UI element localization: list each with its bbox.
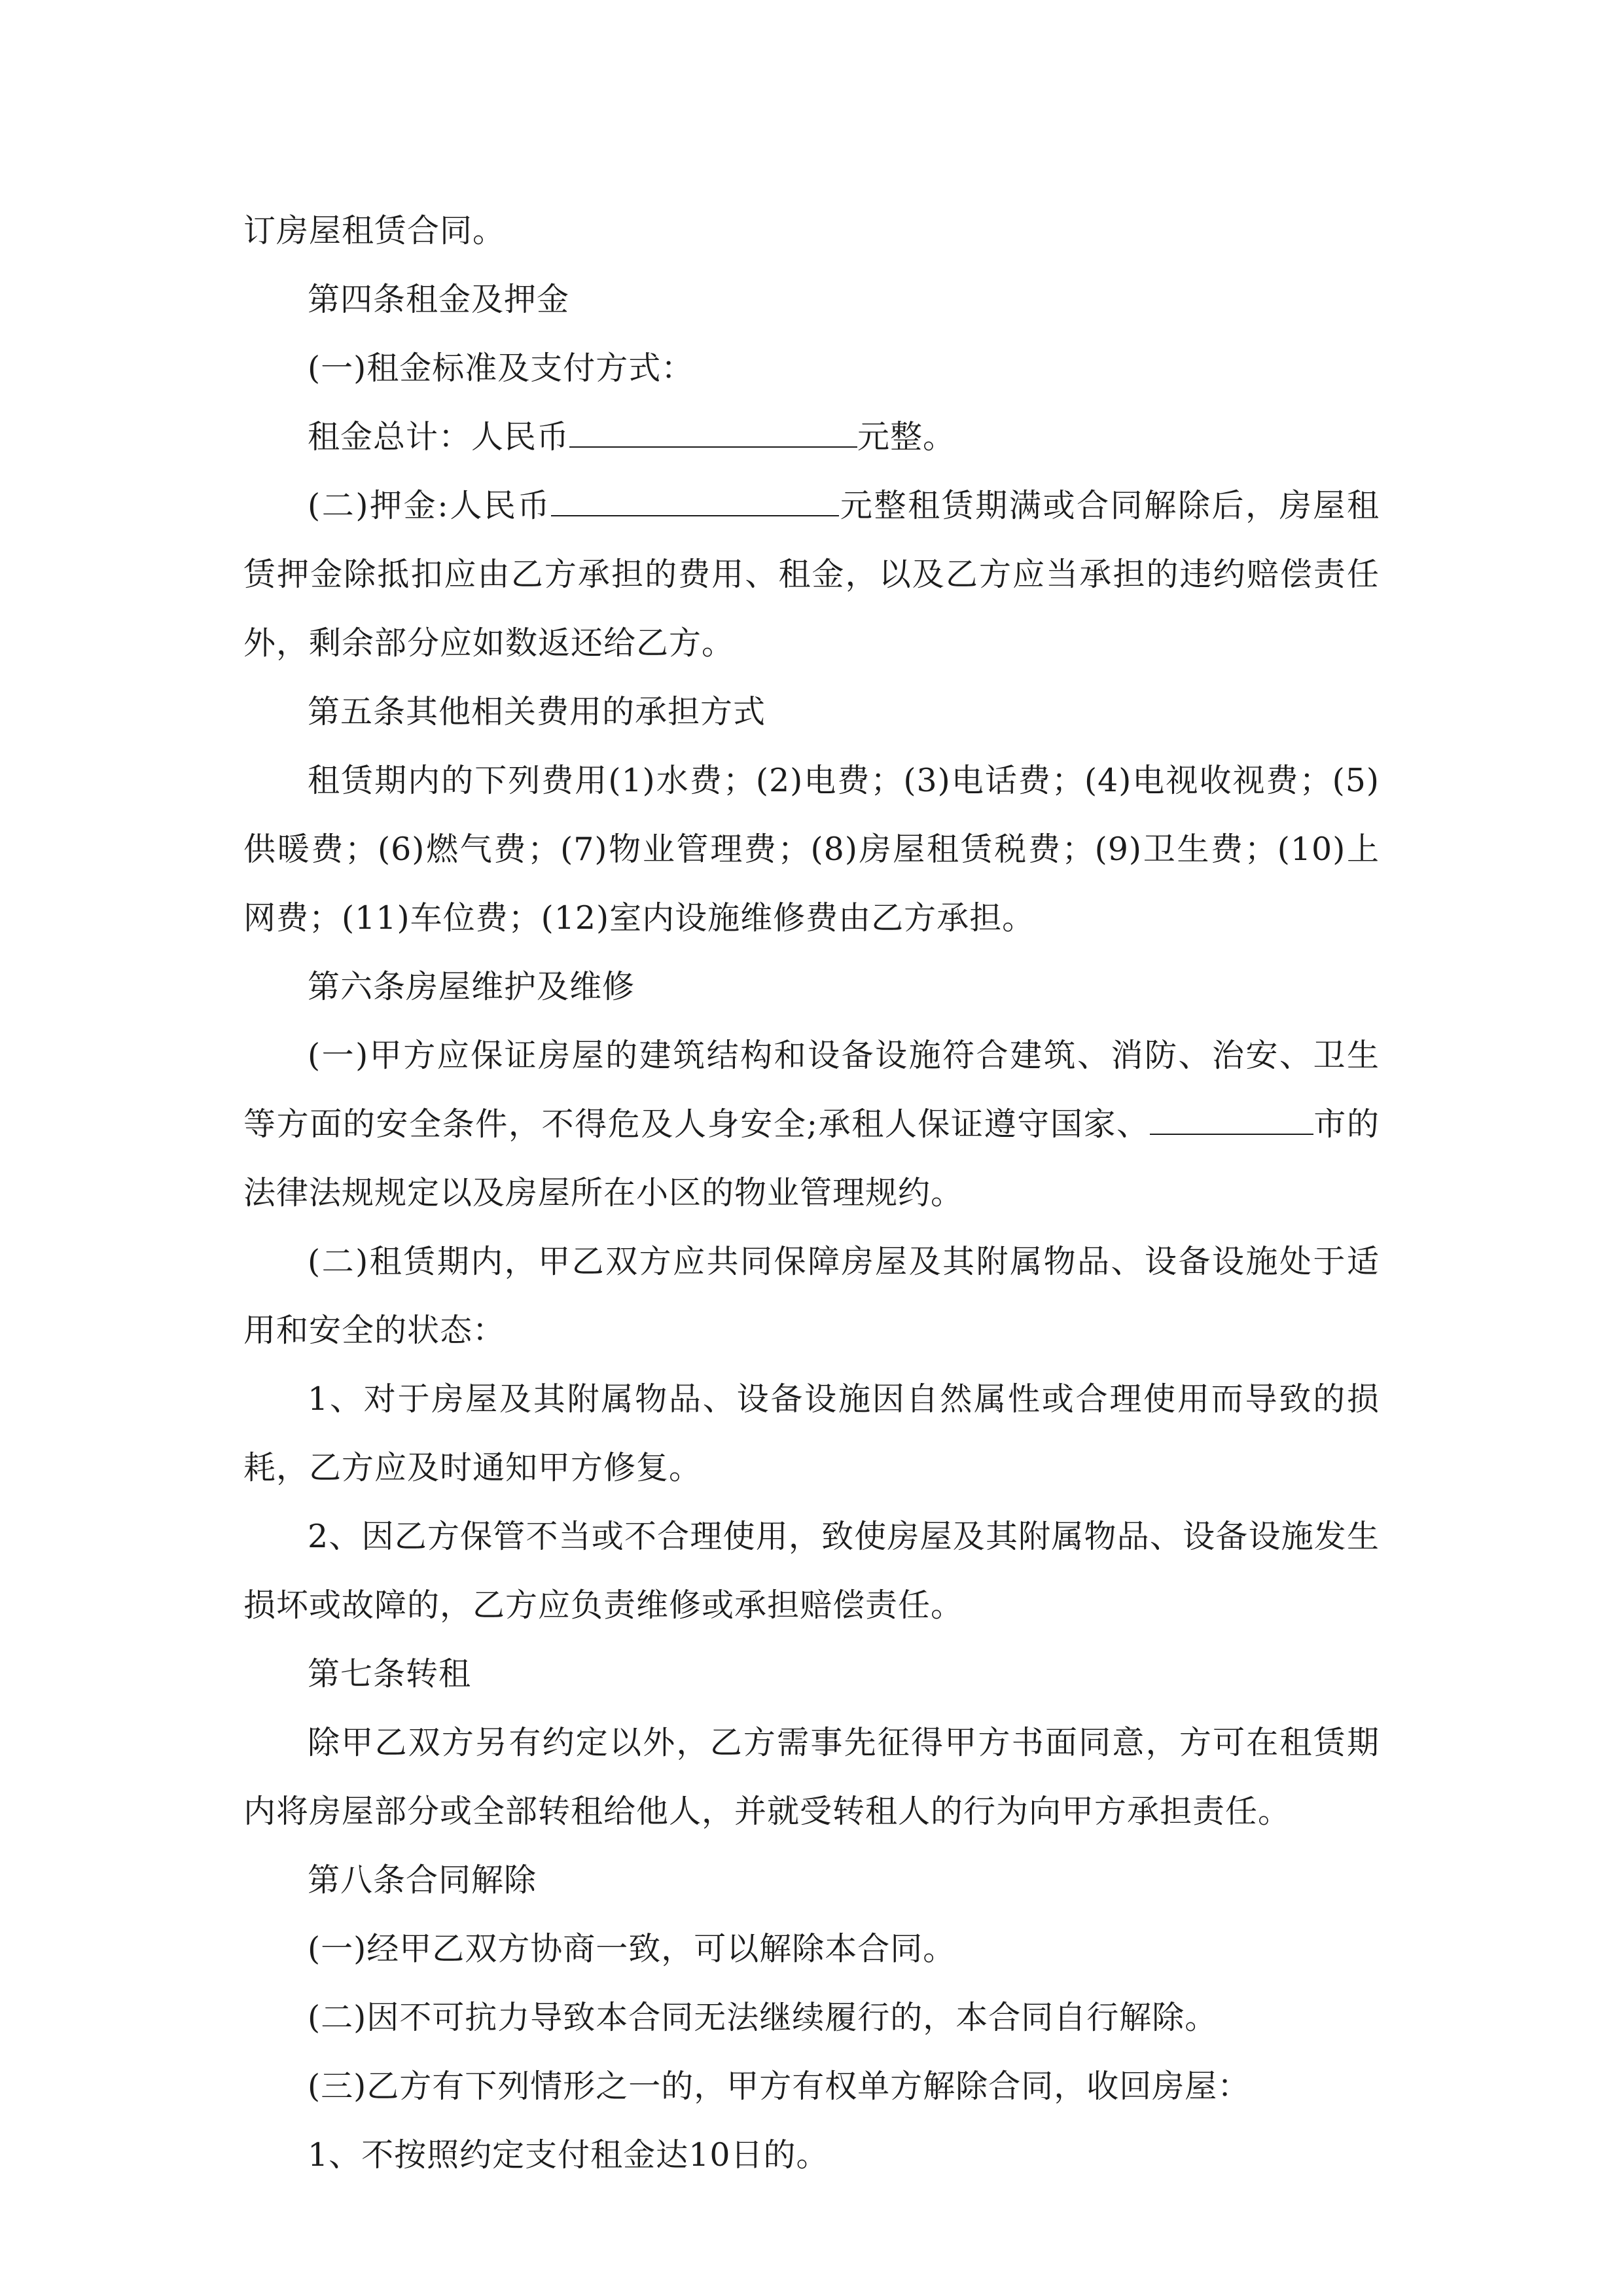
heading-article-6: 第六条房屋维护及维修 — [308, 968, 635, 1005]
heading-article-4: 第四条租金及押金 — [308, 281, 570, 318]
paragraph-sublease: 除甲乙双方另有约定以外，乙方需事先征得甲方书面同意，方可在租赁期内将房屋部分或全部转租给他人，并就受转租人的行为向甲方承担责任。 — [243, 1724, 1380, 1830]
paragraph-fees-list: 租赁期内的下列费用(1)水费；(2)电费；(3)电话费；(4)电视收视费；(5)供暖费；(6)燃气费；(7)物业管理费；(8)房屋租赁税费；(9)卫生费；(10)上网费；(11)车位费；(12)室内设施维修费由乙方承担。 — [243, 762, 1380, 937]
landlord-obligation-text: (一)甲方应保证房屋的建筑结构和设备设施符合建筑、消防、治安、卫生等方面的安全条件，不得危及人身安全;承租人保证遵守国家、 — [243, 1037, 1380, 1143]
paragraph-wear-repair: 1、对于房屋及其附属物品、设备设施因自然属性或合理使用而导致的损耗，乙方应及时通知甲方修复。 — [243, 1380, 1380, 1486]
document-body — [243, 196, 1380, 2189]
heading-article-8: 第八条合同解除 — [308, 1861, 537, 1899]
paragraph-rent-standard: (一)租金标准及支付方式： — [308, 350, 694, 387]
rent-total-blank[interactable] — [569, 418, 857, 448]
paragraph-termination-force-majeure: (二)因不可抗力导致本合同无法继续履行的，本合同自行解除。 — [308, 1999, 1218, 2036]
paragraph-damage-liability: 2、因乙方保管不当或不合理使用，致使房屋及其附属物品、设备设施发生损坏或故障的，乙方应负责维修或承担赔偿责任。 — [243, 1518, 1380, 1624]
paragraph-deposit — [243, 471, 1380, 677]
paragraph-contract-continuation: 订房屋租赁合同。 — [243, 212, 506, 249]
city-blank[interactable] — [1150, 1105, 1313, 1135]
deposit-blank[interactable] — [551, 486, 839, 516]
heading-article-5: 第五条其他相关费用的承担方式 — [308, 693, 766, 730]
landlord-obligation-suffix: 市的法律法规规定以及房屋所在小区的物业管理规约。 — [243, 1105, 1380, 1211]
deposit-text: 元整租赁期满或合同解除后，房屋租赁押金除抵扣应由乙方承担的费用、租金，以及乙方应当承担的违约赔偿责任外，剩余部分应如数返还给乙方。 — [243, 487, 1380, 662]
heading-article-7: 第七条转租 — [308, 1655, 472, 1693]
paragraph-termination-mutual: (一)经甲乙双方协商一致，可以解除本合同。 — [308, 1930, 956, 1967]
rent-total-suffix: 元整。 — [857, 418, 956, 456]
paragraph-rent-total — [243, 403, 1380, 471]
paragraph-joint-maintenance: (二)租赁期内，甲乙双方应共同保障房屋及其附属物品、设备设施处于适用和安全的状态： — [243, 1243, 1380, 1349]
paragraph-termination-unilateral: (三)乙方有下列情形之一的，甲方有权单方解除合同，收回房屋： — [308, 2068, 1251, 2105]
deposit-label: (二)押金:人民币 — [308, 487, 552, 524]
paragraph-landlord-obligation — [243, 1021, 1380, 1227]
rent-total-label: 租金总计：人民币 — [308, 418, 570, 456]
paragraph-late-rent: 1、不按照约定支付租金达10日的。 — [308, 2136, 829, 2174]
